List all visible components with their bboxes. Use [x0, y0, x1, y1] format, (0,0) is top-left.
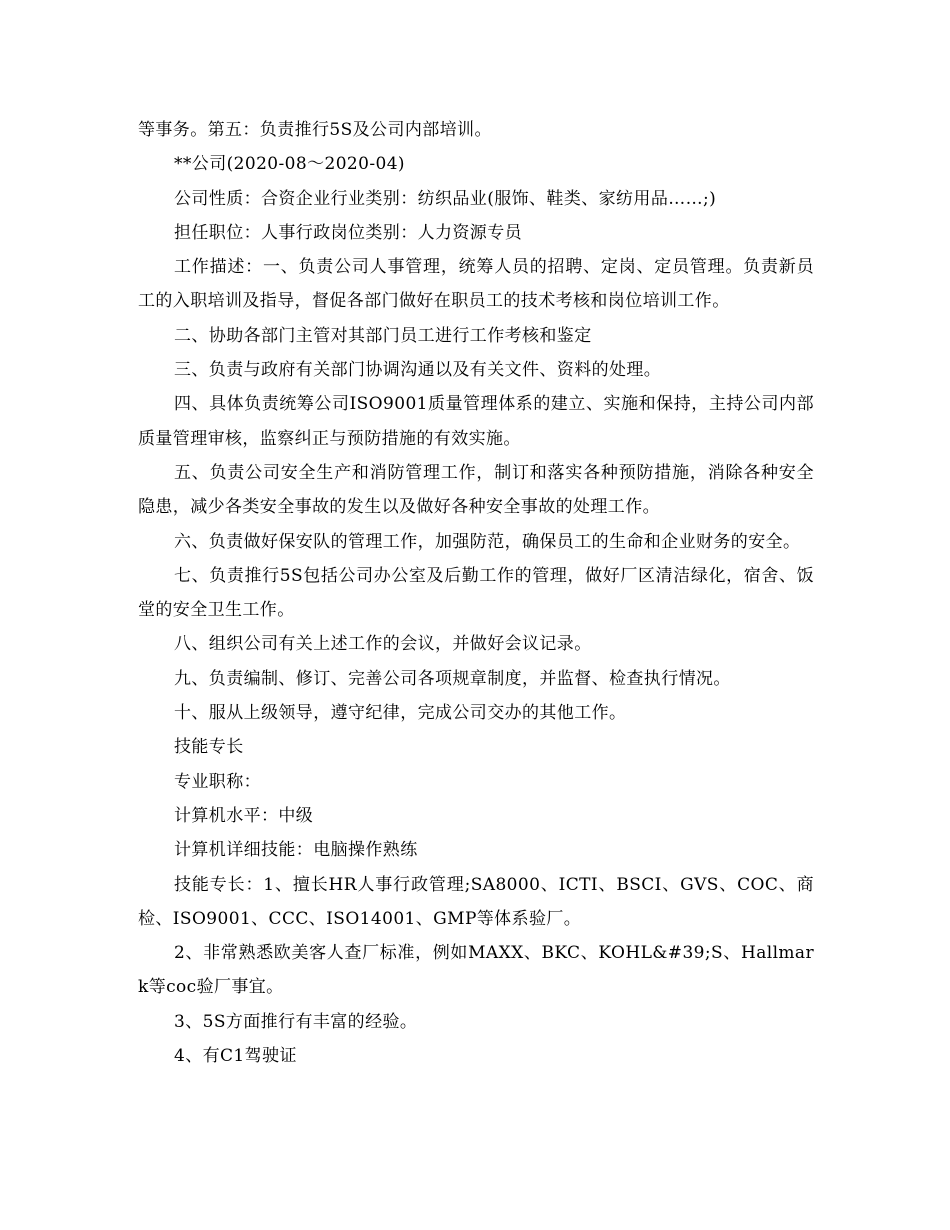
paragraph: 2、非常熟悉欧美客人查厂标准，例如MAXX、BKC、KOHL&#39;S、Hallmark等coc验厂事宜。	[138, 943, 814, 998]
paragraph: 担任职位：人事行政岗位类别：人力资源专员	[174, 222, 522, 243]
paragraph: 技能专长：1、擅长HR人事行政管理;SA8000、ICTI、BSCI、GVS、COC、商检、ISO9001、CCC、ISO14001、GMP等体系验厂。	[138, 874, 814, 929]
paragraph: 3、5S方面推行有丰富的经验。	[174, 1011, 418, 1032]
section-heading: 技能专长	[174, 737, 244, 758]
paragraph: 计算机水平：中级	[174, 805, 314, 826]
paragraph: 4、有C1驾驶证	[174, 1046, 297, 1067]
paragraph: **公司(2020-08～2020-04)	[174, 154, 405, 175]
paragraph: 二、协助各部门主管对其部门员工进行工作考核和鉴定	[174, 325, 592, 346]
paragraph: 八、组织公司有关上述工作的会议，并做好会议记录。	[174, 634, 592, 655]
paragraph: 专业职称：	[174, 771, 261, 792]
paragraph: 工作描述：一、负责公司人事管理，统筹人员的招聘、定岗、定员管理。负责新员工的入职培训及指导，督促各部门做好在职员工的技术考核和岗位培训工作。	[138, 257, 814, 312]
paragraph: 五、负责公司安全生产和消防管理工作，制订和落实各种预防措施，消除各种安全隐患，减少各类安全事故的发生以及做好各种安全事故的处理工作。	[138, 462, 814, 518]
paragraph: 等事务。第五：负责推行5S及公司内部培训。	[138, 120, 492, 140]
paragraph: 四、具体负责统筹公司ISO9001质量管理体系的建立、实施和保持，主持公司内部质量管理审核，监察纠正与预防措施的有效实施。	[138, 394, 814, 449]
paragraph: 七、负责推行5S包括公司办公室及后勤工作的管理，做好厂区清洁绿化，宿舍、饭堂的安全卫生工作。	[138, 565, 814, 621]
paragraph: 公司性质：合资企业行业类别：纺织品业(服饰、鞋类、家纺用品……;)	[174, 188, 717, 209]
paragraph: 十、服从上级领导，遵守纪律，完成公司交办的其他工作。	[174, 703, 627, 724]
paragraph: 九、负责编制、修订、完善公司各项规章制度，并监督、检查执行情况。	[174, 668, 731, 689]
paragraph: 六、负责做好保安队的管理工作，加强防范，确保员工的生命和企业财务的安全。	[174, 531, 801, 552]
paragraph: 三、负责与政府有关部门协调沟通以及有关文件、资料的处理。	[174, 360, 662, 381]
document-body	[138, 113, 814, 1073]
paragraph: 计算机详细技能：电脑操作熟练	[174, 840, 418, 861]
